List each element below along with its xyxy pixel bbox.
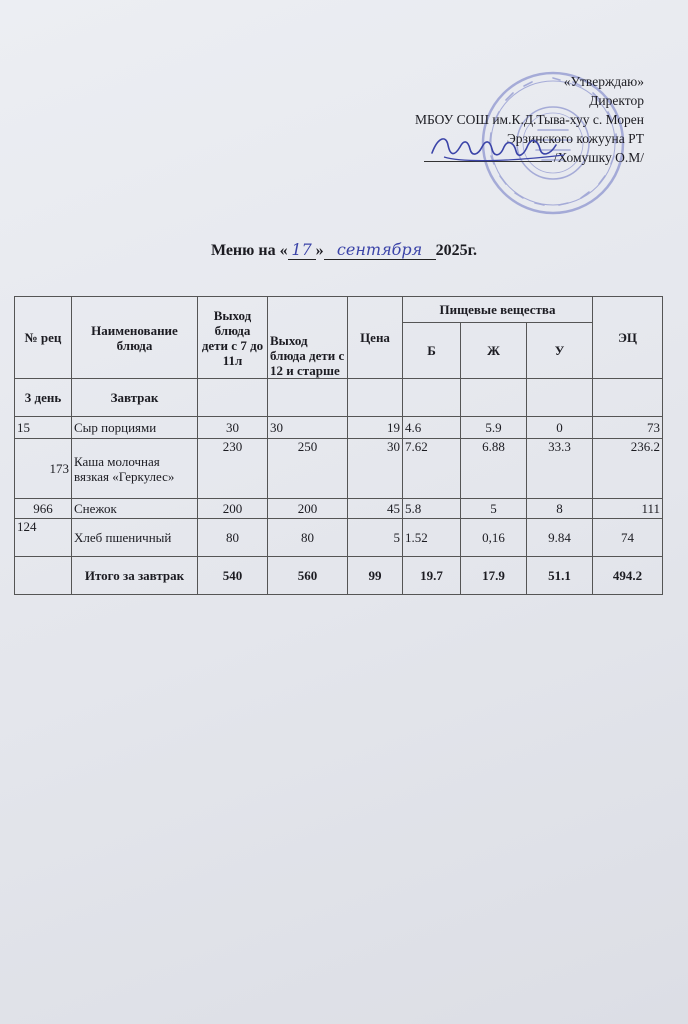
day-label: 3 день (15, 379, 72, 417)
header-dish-name: Наименование блюда (72, 297, 198, 379)
table-row-total: Итого за завтрак 540 560 99 19.7 17.9 51.1 494.2 (15, 557, 663, 595)
table-row-day (15, 379, 663, 417)
total-label: Итого за завтрак (72, 557, 198, 595)
title-day: 17 (288, 240, 316, 260)
approval-signature-line (415, 148, 644, 167)
header-output-12-plus: Выход блюда дети с 12 и старше (268, 297, 348, 379)
header-carbs: У (527, 323, 593, 379)
approval-title: «Утверждаю» (563, 74, 644, 89)
table-row: 124 Хлеб пшеничный 80 80 5 1.52 0,16 9.84 74 (15, 519, 663, 557)
menu-table (14, 296, 663, 595)
header-recipe-num: № рец (15, 297, 72, 379)
approval-district: Эрзинского кожууна РТ (506, 131, 644, 146)
signature-blank (424, 149, 552, 162)
header-energy: ЭЦ (593, 297, 663, 379)
header-protein: Б (403, 323, 461, 379)
signature (424, 127, 574, 167)
table-row: 966 Снежок 200 200 45 5.8 5 8 111 (15, 499, 663, 519)
title-mid: » (315, 242, 324, 259)
table-row: 173 Каша молочная вязкая «Геркулес» 230 250 30 7.62 6.88 33.3 236.2 (15, 439, 663, 499)
header-price: Цена (348, 297, 403, 379)
title-suffix: 2025г. (435, 242, 478, 259)
approval-director-name: /Хомушку О.М/ (553, 150, 644, 165)
header-output-7-11: Выход блюда дети с 7 до 11л (198, 297, 268, 379)
header-fat: Ж (461, 323, 527, 379)
approval-block (415, 72, 644, 167)
approval-school: МБОУ СОШ им.К.Д.Тыва-хуу с. Морен (414, 112, 644, 127)
title-prefix: Меню на « (210, 242, 288, 259)
menu-title (0, 240, 688, 260)
header-nutrients: Пищевые вещества (403, 297, 593, 323)
meal-label: Завтрак (72, 379, 198, 417)
title-month: сентября (324, 240, 436, 260)
table-row: 15 Сыр порциями 30 30 19 4.6 5.9 0 73 (15, 417, 663, 439)
approval-position: Директор (589, 93, 644, 108)
